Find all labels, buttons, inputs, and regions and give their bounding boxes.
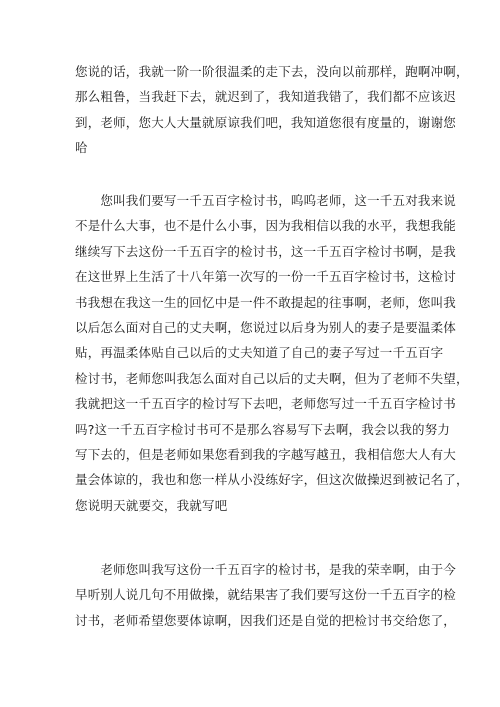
paragraph-1	[75, 59, 469, 161]
text-line: 贴，再温柔体贴自己以后的丈夫知道了自己的妻子写过一千五百字	[75, 345, 444, 361]
text-line: 书我想在我这一生的回忆中是一件不敢提起的往事啊，老师，您叫我	[75, 294, 457, 310]
text-line: 量会体谅的，我也和您一样从小没练好字，但这次做操迟到被记名了，	[75, 472, 469, 488]
text-line: 我就把这一千五百字的检讨写下去吧，老师您写过一千五百字检讨书	[75, 396, 457, 412]
text-line: 哈	[75, 140, 88, 156]
text-line: 检讨书，老师您叫我怎么面对自己以后的丈夫啊，但为了老师不失望，	[75, 370, 469, 386]
text-line: 早听别人说几句不用做操，就结果害了我们要写这份一千五百字的检	[75, 587, 457, 603]
text-line: 您说明天就要交，我就写吧	[75, 497, 228, 513]
paragraph-2	[75, 188, 469, 518]
text-line: 在这世界上生活了十八年第一次写的一份一千五百字检讨书，这检讨	[75, 269, 457, 285]
text-line: 老师您叫我写这份一千五百字的检讨书，是我的荣幸啊，由于今	[75, 562, 457, 577]
text-line: 那么粗鲁，当我赶下去，就迟到了，我知道我错了，我们都不应该迟	[75, 89, 457, 105]
text-line: 您叫我们要写一千五百字检讨书，呜呜老师，这一千五对我来说	[75, 193, 457, 208]
text-line: 您说的话，我就一阶一阶很温柔的走下去，没向以前那样，跑啊冲啊，	[75, 64, 469, 79]
text-line: 继续写下去这份一千五百字的检讨书，这一千五百字检讨书啊，是我	[75, 243, 457, 259]
text-line: 不是什么大事，也不是什么小事，因为我相信以我的水平，我想我能	[75, 218, 457, 234]
text-line: 讨书，老师希望您要体谅啊，因我们还是自觉的把检讨书交给您了，	[75, 612, 457, 628]
text-line: 写下去的，但是老师如果您看到我的字越写越丑，我相信您大人有大	[75, 446, 457, 462]
text-line: 吗?这一千五百字检讨书可不是那么容易写下去啊，我会以我的努力	[75, 421, 451, 437]
text-line: 以后怎么面对自己的丈夫啊，您说过以后身为别人的妻子是要温柔体	[75, 319, 457, 335]
text-line: 到，老师，您大人大量就原谅我们吧，我知道您很有度量的，谢谢您	[75, 114, 457, 130]
paragraph-3	[75, 557, 457, 633]
